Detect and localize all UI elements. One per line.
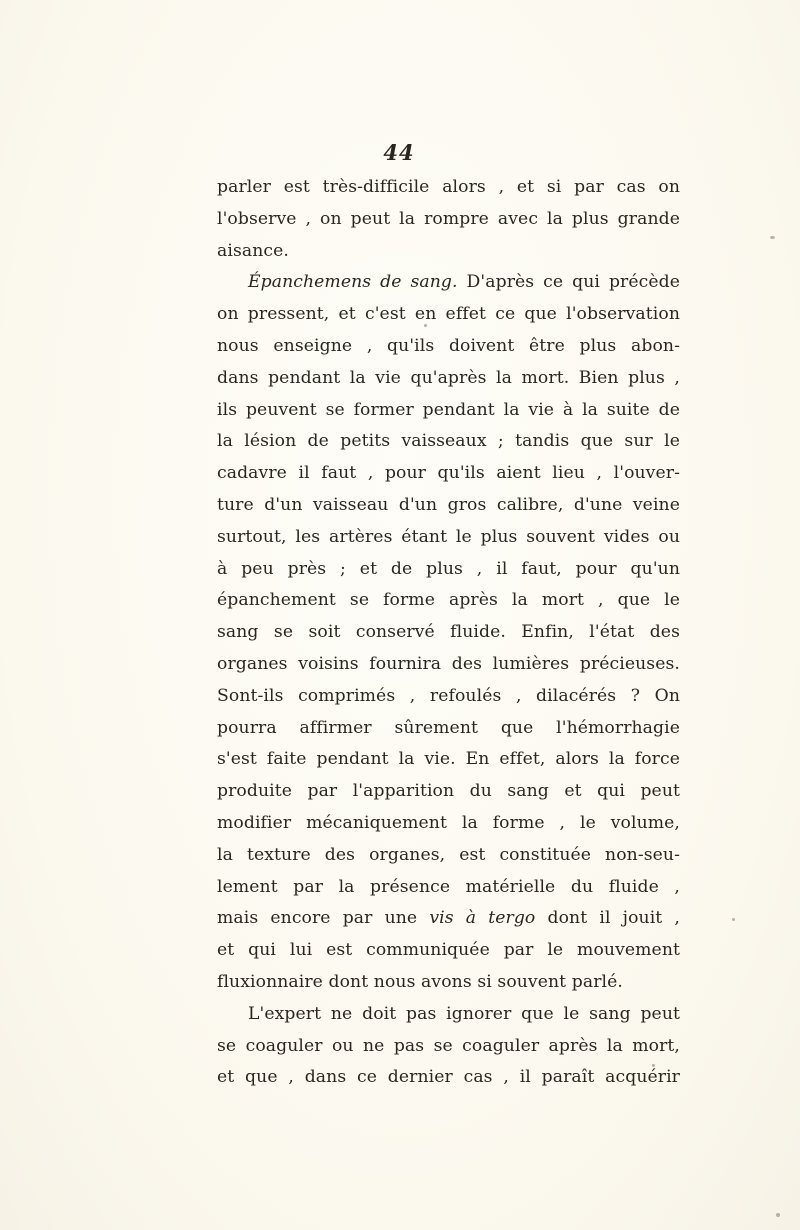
text-line: [217, 1031, 680, 1063]
text-segment: et qui lui est communiquée par le mouvement: [217, 940, 680, 961]
text-segment: fluxionnaire dont nous avons si souvent parlé.: [217, 971, 623, 992]
text-line: [217, 903, 680, 935]
text-line: [217, 458, 680, 490]
text-segment: mais encore par une: [217, 908, 430, 929]
text-line: [217, 585, 680, 617]
text-segment: on pressent, et c'est en effet ce que l'observation: [217, 304, 680, 325]
text-segment: ture d'un vaisseau d'un gros calibre, d'une veine: [217, 494, 680, 515]
text-line: [217, 331, 680, 363]
text-line: [217, 395, 680, 427]
text-line: [217, 840, 680, 872]
text-line: [217, 1062, 680, 1094]
text-line: [217, 999, 680, 1031]
text-segment: Sont-ils comprimés , refoulés , dilacérés ? On: [217, 685, 680, 706]
text-segment: L'expert ne doit pas ignorer que le sang peut: [248, 1003, 680, 1024]
text-segment: sang se soit conservé fluide. Enfin, l'état des: [217, 622, 680, 643]
text-line: [217, 967, 680, 999]
text-line: [217, 681, 680, 713]
italic-text-segment: Épanchemens de sang.: [248, 272, 458, 293]
text-segment: dont il jouit ,: [535, 908, 680, 929]
text-segment: cadavre il faut , pour qu'ils aient lieu , l'ouver-: [217, 463, 680, 484]
text-line: [217, 426, 680, 458]
text-segment: parler est très-difficile alors , et si par cas on: [217, 177, 680, 197]
text-segment: nous enseigne , qu'ils doivent être plus abon-: [217, 335, 680, 356]
paper-speck: [652, 1064, 655, 1067]
text-segment: s'est faite pendant la vie. En effet, alors la force: [217, 749, 680, 770]
text-line: [217, 776, 680, 808]
text-line: [217, 172, 680, 204]
text-segment: aisance.: [217, 240, 289, 261]
paper-speck: [776, 1213, 780, 1217]
text-line: [217, 236, 680, 268]
text-line: [217, 554, 680, 586]
text-line: [217, 713, 680, 745]
text-segment: la texture des organes, est constituée non-seu-: [217, 844, 680, 865]
text-segment: la lésion de petits vaisseaux ; tandis que sur le: [217, 431, 680, 452]
text-line: [217, 617, 680, 649]
text-line: [217, 935, 680, 967]
text-segment: ils peuvent se former pendant la vie à la suite de: [217, 399, 680, 420]
text-segment: épanchement se forme après la mort , que le: [217, 590, 680, 611]
text-segment: l'observe , on peut la rompre avec la plus grande: [217, 208, 680, 229]
text-line: [217, 649, 680, 681]
text-segment: pourra affirmer sûrement que l'hémorrhagie: [217, 717, 680, 738]
text-line: [217, 490, 680, 522]
body-text: [217, 172, 680, 1094]
text-line: [217, 267, 680, 299]
text-segment: lement par la présence matérielle du fluide ,: [217, 876, 680, 897]
text-line: [217, 522, 680, 554]
text-line: [217, 363, 680, 395]
paper-speck: [732, 918, 735, 921]
text-segment: D'après ce qui précède: [457, 272, 681, 293]
text-segment: produite par l'apparition du sang et qui peut: [217, 781, 680, 802]
italic-text-segment: vis à tergo: [429, 908, 536, 929]
page-number: 44: [383, 140, 415, 165]
text-line: [217, 204, 680, 236]
text-line: [217, 299, 680, 331]
text-segment: surtout, les artères étant le plus souvent vides ou: [217, 526, 680, 547]
text-segment: à peu près ; et de plus , il faut, pour qu'un: [217, 558, 680, 579]
text-segment: modifier mécaniquement la forme , le volume,: [217, 812, 680, 833]
text-line: [217, 808, 680, 840]
text-segment: et que , dans ce dernier cas , il paraît acquérir: [217, 1067, 680, 1088]
text-line: [217, 744, 680, 776]
paper-speck: [424, 324, 427, 327]
paper-speck: [770, 236, 775, 239]
text-segment: dans pendant la vie qu'après la mort. Bien plus ,: [217, 367, 680, 388]
text-line: [217, 872, 680, 904]
text-segment: se coaguler ou ne pas se coaguler après la mort,: [217, 1035, 680, 1056]
text-segment: organes voisins fournira des lumières précieuses.: [217, 653, 680, 674]
